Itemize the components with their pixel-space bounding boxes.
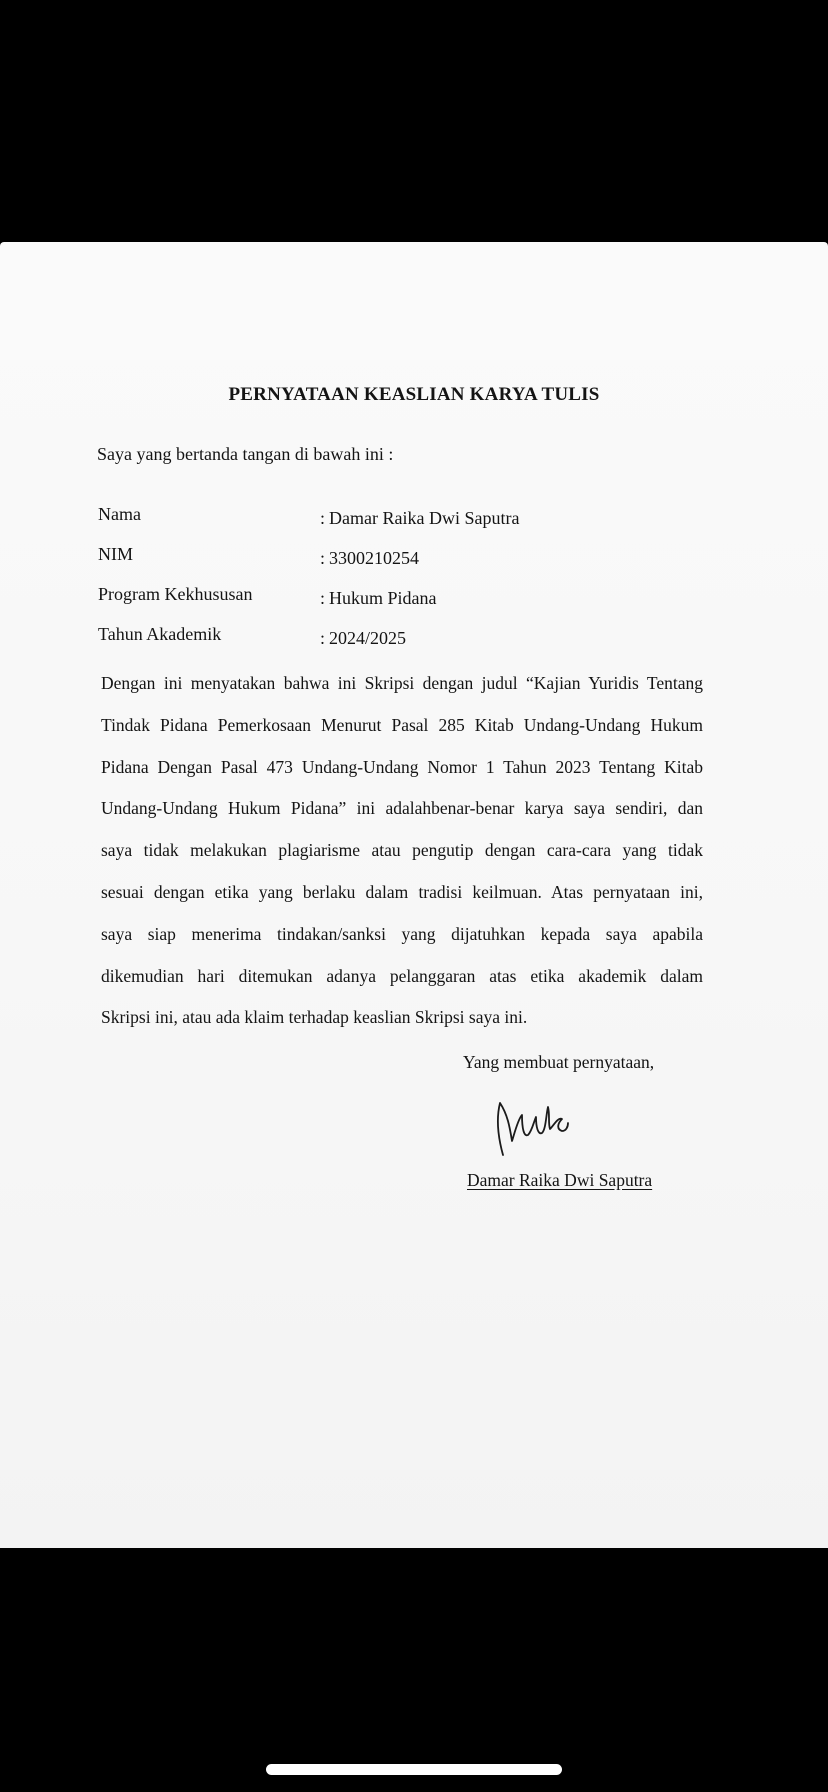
top-black-bar: [0, 0, 828, 242]
intro-text: Saya yang bertanda tangan di bawah ini :: [97, 444, 394, 464]
field-separator: :: [320, 548, 326, 568]
statement-line: saya tidak melakukan plagiarisme atau pengutip dengan cara-cara yang tidak: [101, 840, 703, 861]
signer-name: Damar Raika Dwi Saputra: [467, 1170, 653, 1190]
field-row-tahun-akademik: [98, 624, 738, 650]
field-label: Program Kekhususan: [98, 584, 253, 604]
field-value: Hukum Pidana: [329, 588, 437, 608]
statement-line: Pidana Dengan Pasal 473 Undang-Undang Nomor 1 Tahun 2023 Tentang Kitab: [101, 756, 703, 777]
statement-line: Tindak Pidana Pemerkosaan Menurut Pasal 285 Kitab Undang-Undang Hukum: [101, 714, 703, 735]
document-page: [0, 242, 828, 1548]
field-label: NIM: [98, 544, 133, 564]
field-value: 2024/2025: [329, 628, 407, 648]
statement-line: saya siap menerima tindakan/sanksi yang dijatuhkan kepada saya apabila: [101, 923, 703, 944]
statement-line: Dengan ini menyatakan bahwa ini Skripsi dengan judul “Kajian Yuridis Tentang: [101, 673, 703, 693]
field-value: 3300210254: [329, 548, 419, 568]
statement-line: dikemudian hari ditemukan adanya pelanggaran atas etika akademik dalam: [101, 965, 703, 986]
home-indicator[interactable]: [266, 1764, 562, 1775]
closing-text: Yang membuat pernyataan,: [463, 1052, 655, 1072]
statement-line: Undang-Undang Hukum Pidana” ini adalahbenar-benar karya saya sendiri, dan: [101, 798, 703, 819]
statement-line: Skripsi ini, atau ada klaim terhadap keaslian Skripsi saya ini.: [101, 1007, 528, 1028]
document-title: PERNYATAAN KEASLIAN KARYA TULIS: [228, 384, 600, 405]
field-row-program-kekhususan: [98, 584, 738, 610]
handwritten-signature: [488, 1085, 588, 1165]
statement-line: sesuai dengan etika yang berlaku dalam tradisi keilmuan. Atas pernyataan ini,: [101, 881, 703, 902]
field-row-nama: [98, 504, 738, 530]
field-label: Nama: [98, 504, 141, 524]
field-separator: :: [320, 588, 326, 608]
statement-paragraph: [101, 663, 703, 1039]
field-label: Tahun Akademik: [98, 624, 222, 644]
field-value: Damar Raika Dwi Saputra: [329, 508, 520, 528]
field-separator: :: [320, 628, 326, 648]
field-separator: :: [320, 508, 326, 528]
field-row-nim: [98, 544, 738, 570]
bottom-black-bar: [0, 1548, 828, 1792]
